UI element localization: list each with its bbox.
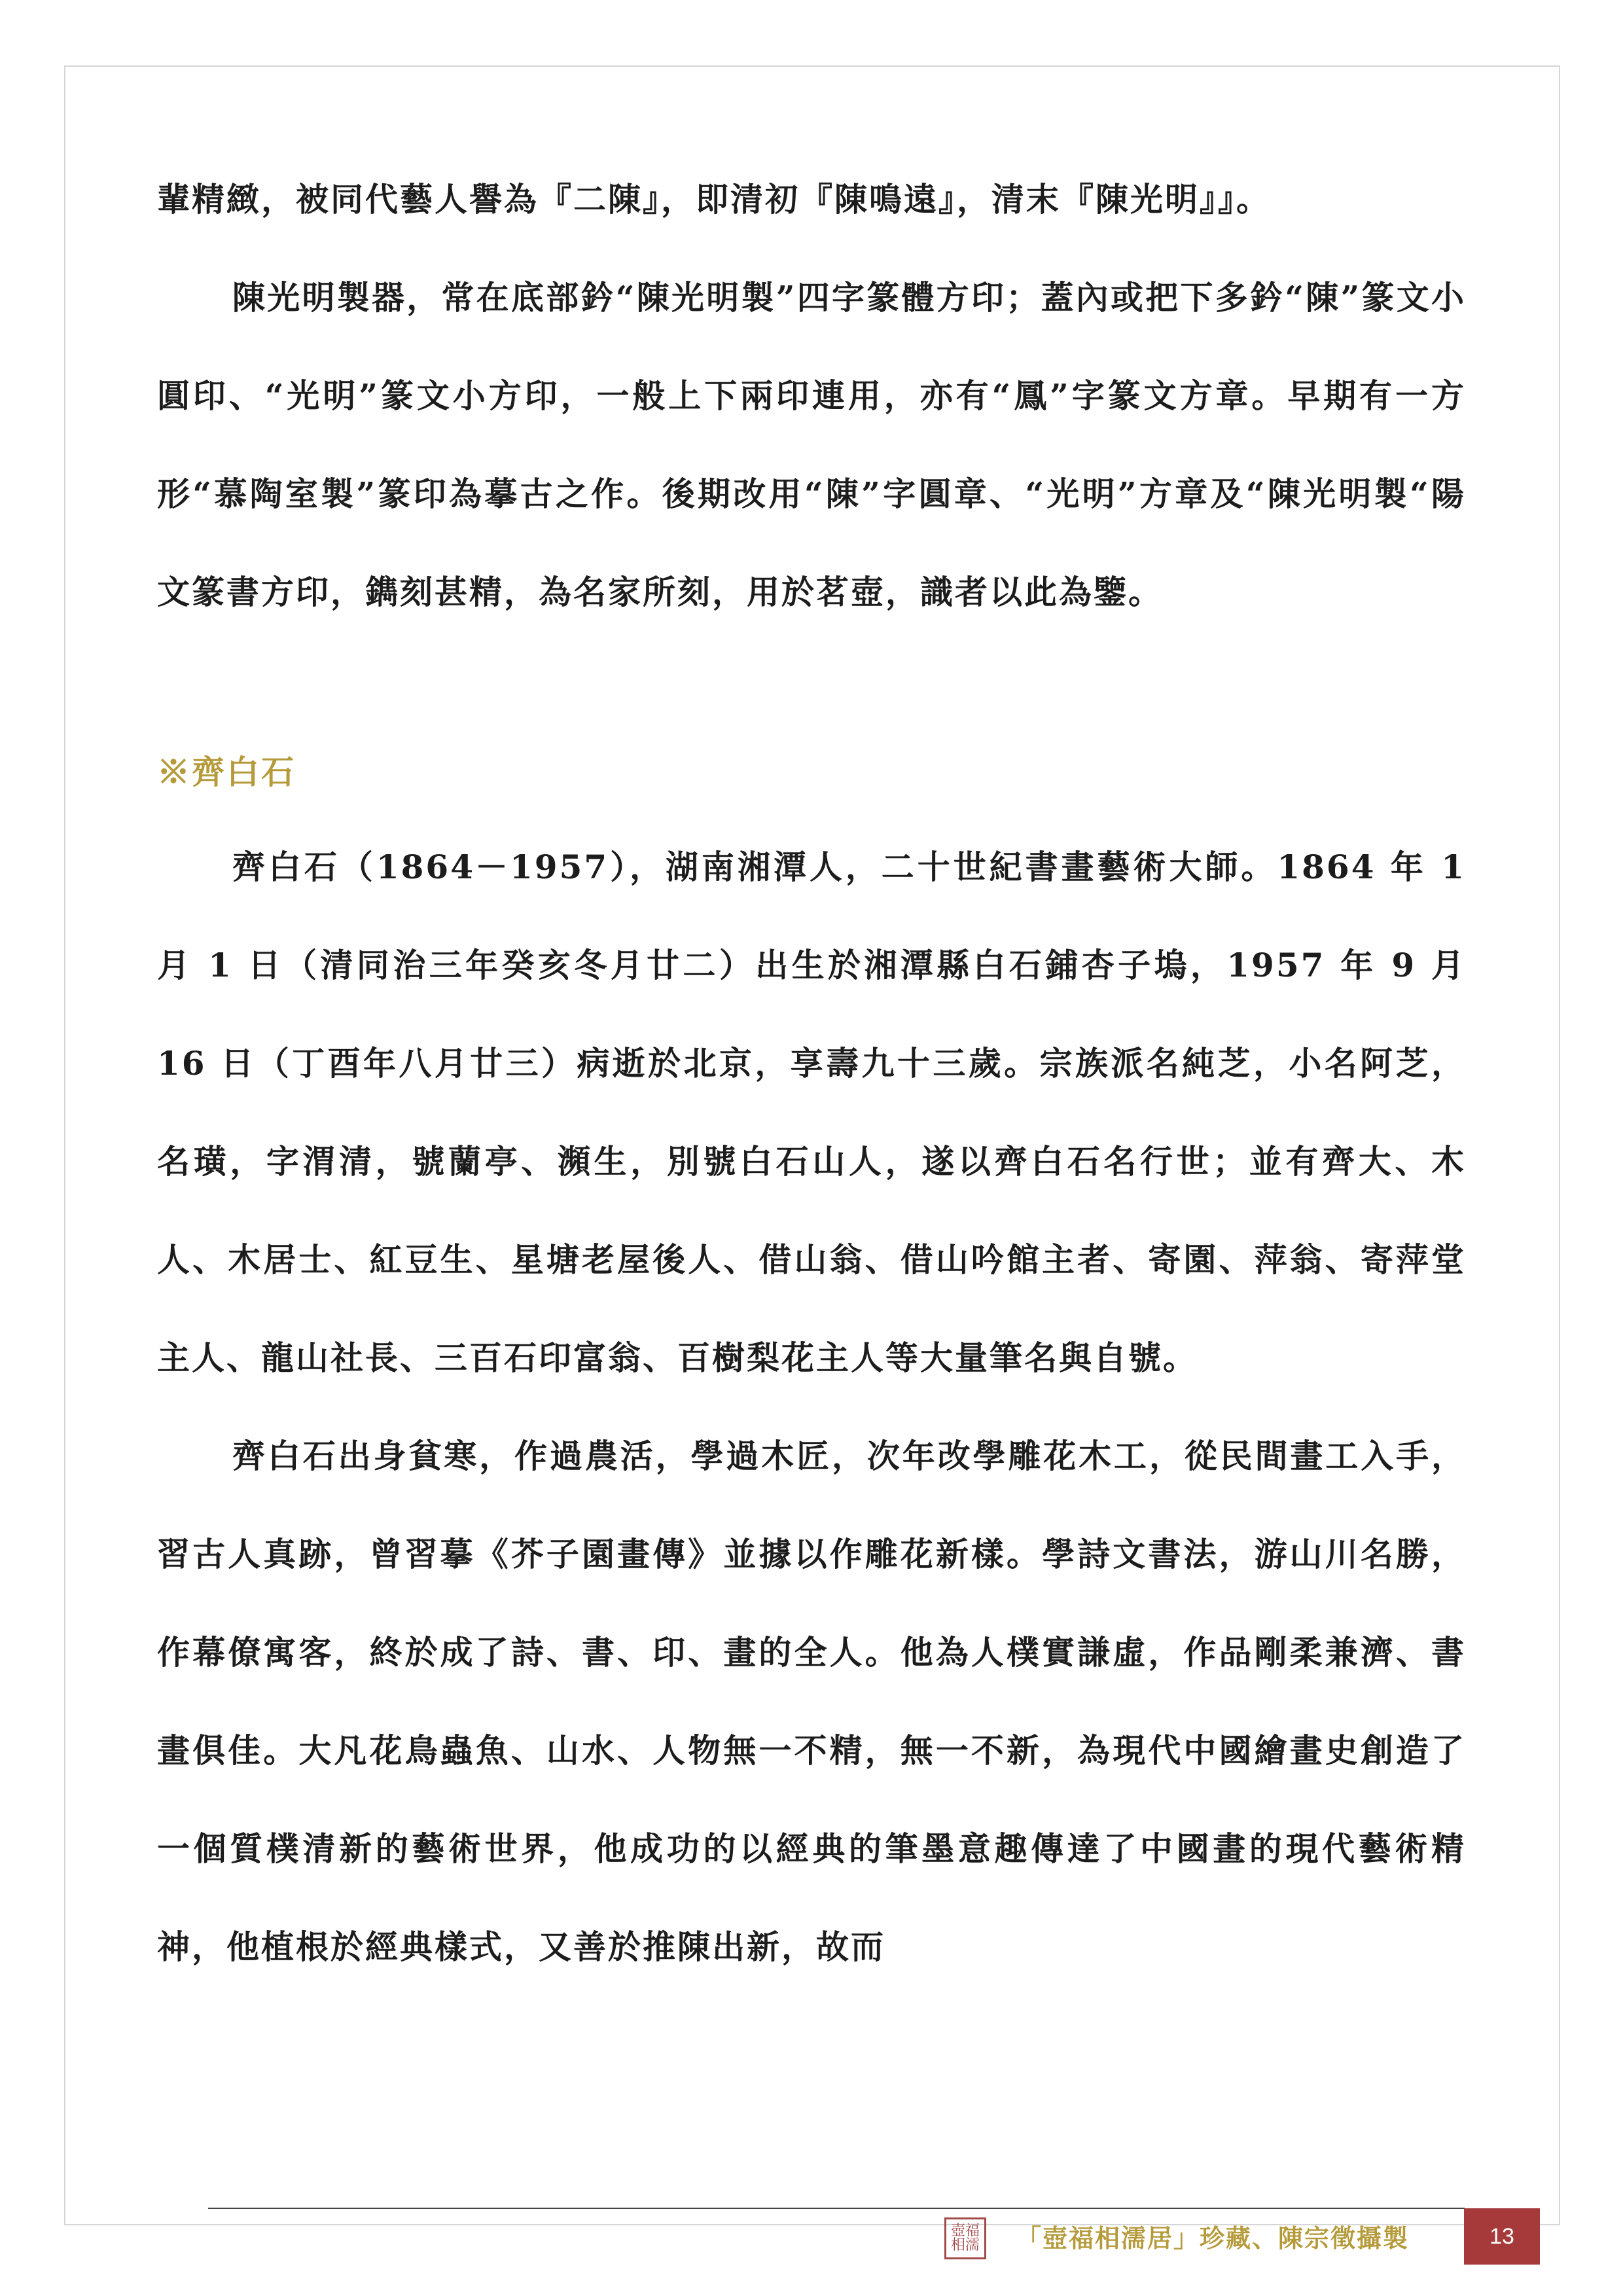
- seal-text: 壺福相濡: [950, 2223, 980, 2253]
- page-number: 13: [1464, 2208, 1540, 2265]
- paragraph-continuation: 輩精緻，被同代藝人譽為『二陳』，即清初『陳鳴遠』，清末『陳光明』』。: [157, 180, 1271, 219]
- document-body: [157, 151, 1466, 1996]
- footer-credit: 「壺福相濡居」珍藏、陳宗徵攝製: [1016, 2223, 1410, 2253]
- section-heading-qi-baishi: ※齊白石: [157, 753, 296, 791]
- footer-divider: [208, 2208, 1465, 2209]
- paragraph-chen-guangming-seals: 陳光明製器，常在底部鈐“陳光明製”四字篆體方印；蓋內或把下多鈐“陳”篆文小圓印、“光明”篆文小方印，一般上下兩印連用，亦有“鳳”字篆文方章。早期有一方形“慕陶室製”篆印為摹古之作。後期改用“陳”字圓章、“光明”方章及“陳光明製“陽文篆書方印，鐫刻甚精，為名家所刻，用於茗壺，識者以此為鑒。: [157, 278, 1466, 611]
- seal-stamp-icon: [944, 2217, 986, 2259]
- paragraph-qi-baishi-bio: 齊白石（1864－1957），湖南湘潭人，二十世紀書畫藝術大師。1864 年 1 月 1 日（清同治三年癸亥冬月廿二）出生於湘潭縣白石鋪杏子塢，1957 年 9 月 16 日（丁酉年八月廿三）病逝於北京，享壽九十三歲。宗族派名純芝，小名阿芝，名璜，字渭清，號蘭亭、瀕生，別號白石山人，遂以齊白石名行世；並有齊大、木人、木居士、紅豆生、星塘老屋後人、借山翁、借山吟館主者、寄園、萍翁、寄萍堂主人、龍山社長、三百石印富翁、百樹梨花主人等大量筆名與自號。: [157, 848, 1466, 1377]
- paragraph-qi-baishi-career: 齊白石出身貧寒，作過農活，學過木匠，次年改學雕花木工，從民間畫工入手，習古人真跡，曾習摹《芥子園畫傳》並據以作雕花新樣。學詩文書法，游山川名勝，作幕僚寓客，終於成了詩、書、印、畫的全人。他為人樸實謙虛，作品剛柔兼濟、書畫俱佳。大凡花鳥蟲魚、山水、人物無一不精，無一不新，為現代中國繪畫史創造了一個質樸清新的藝術世界，他成功的以經典的筆墨意趣傳達了中國畫的現代藝術精神，他植根於經典樣式，又善於推陳出新，故而: [157, 1437, 1466, 1966]
